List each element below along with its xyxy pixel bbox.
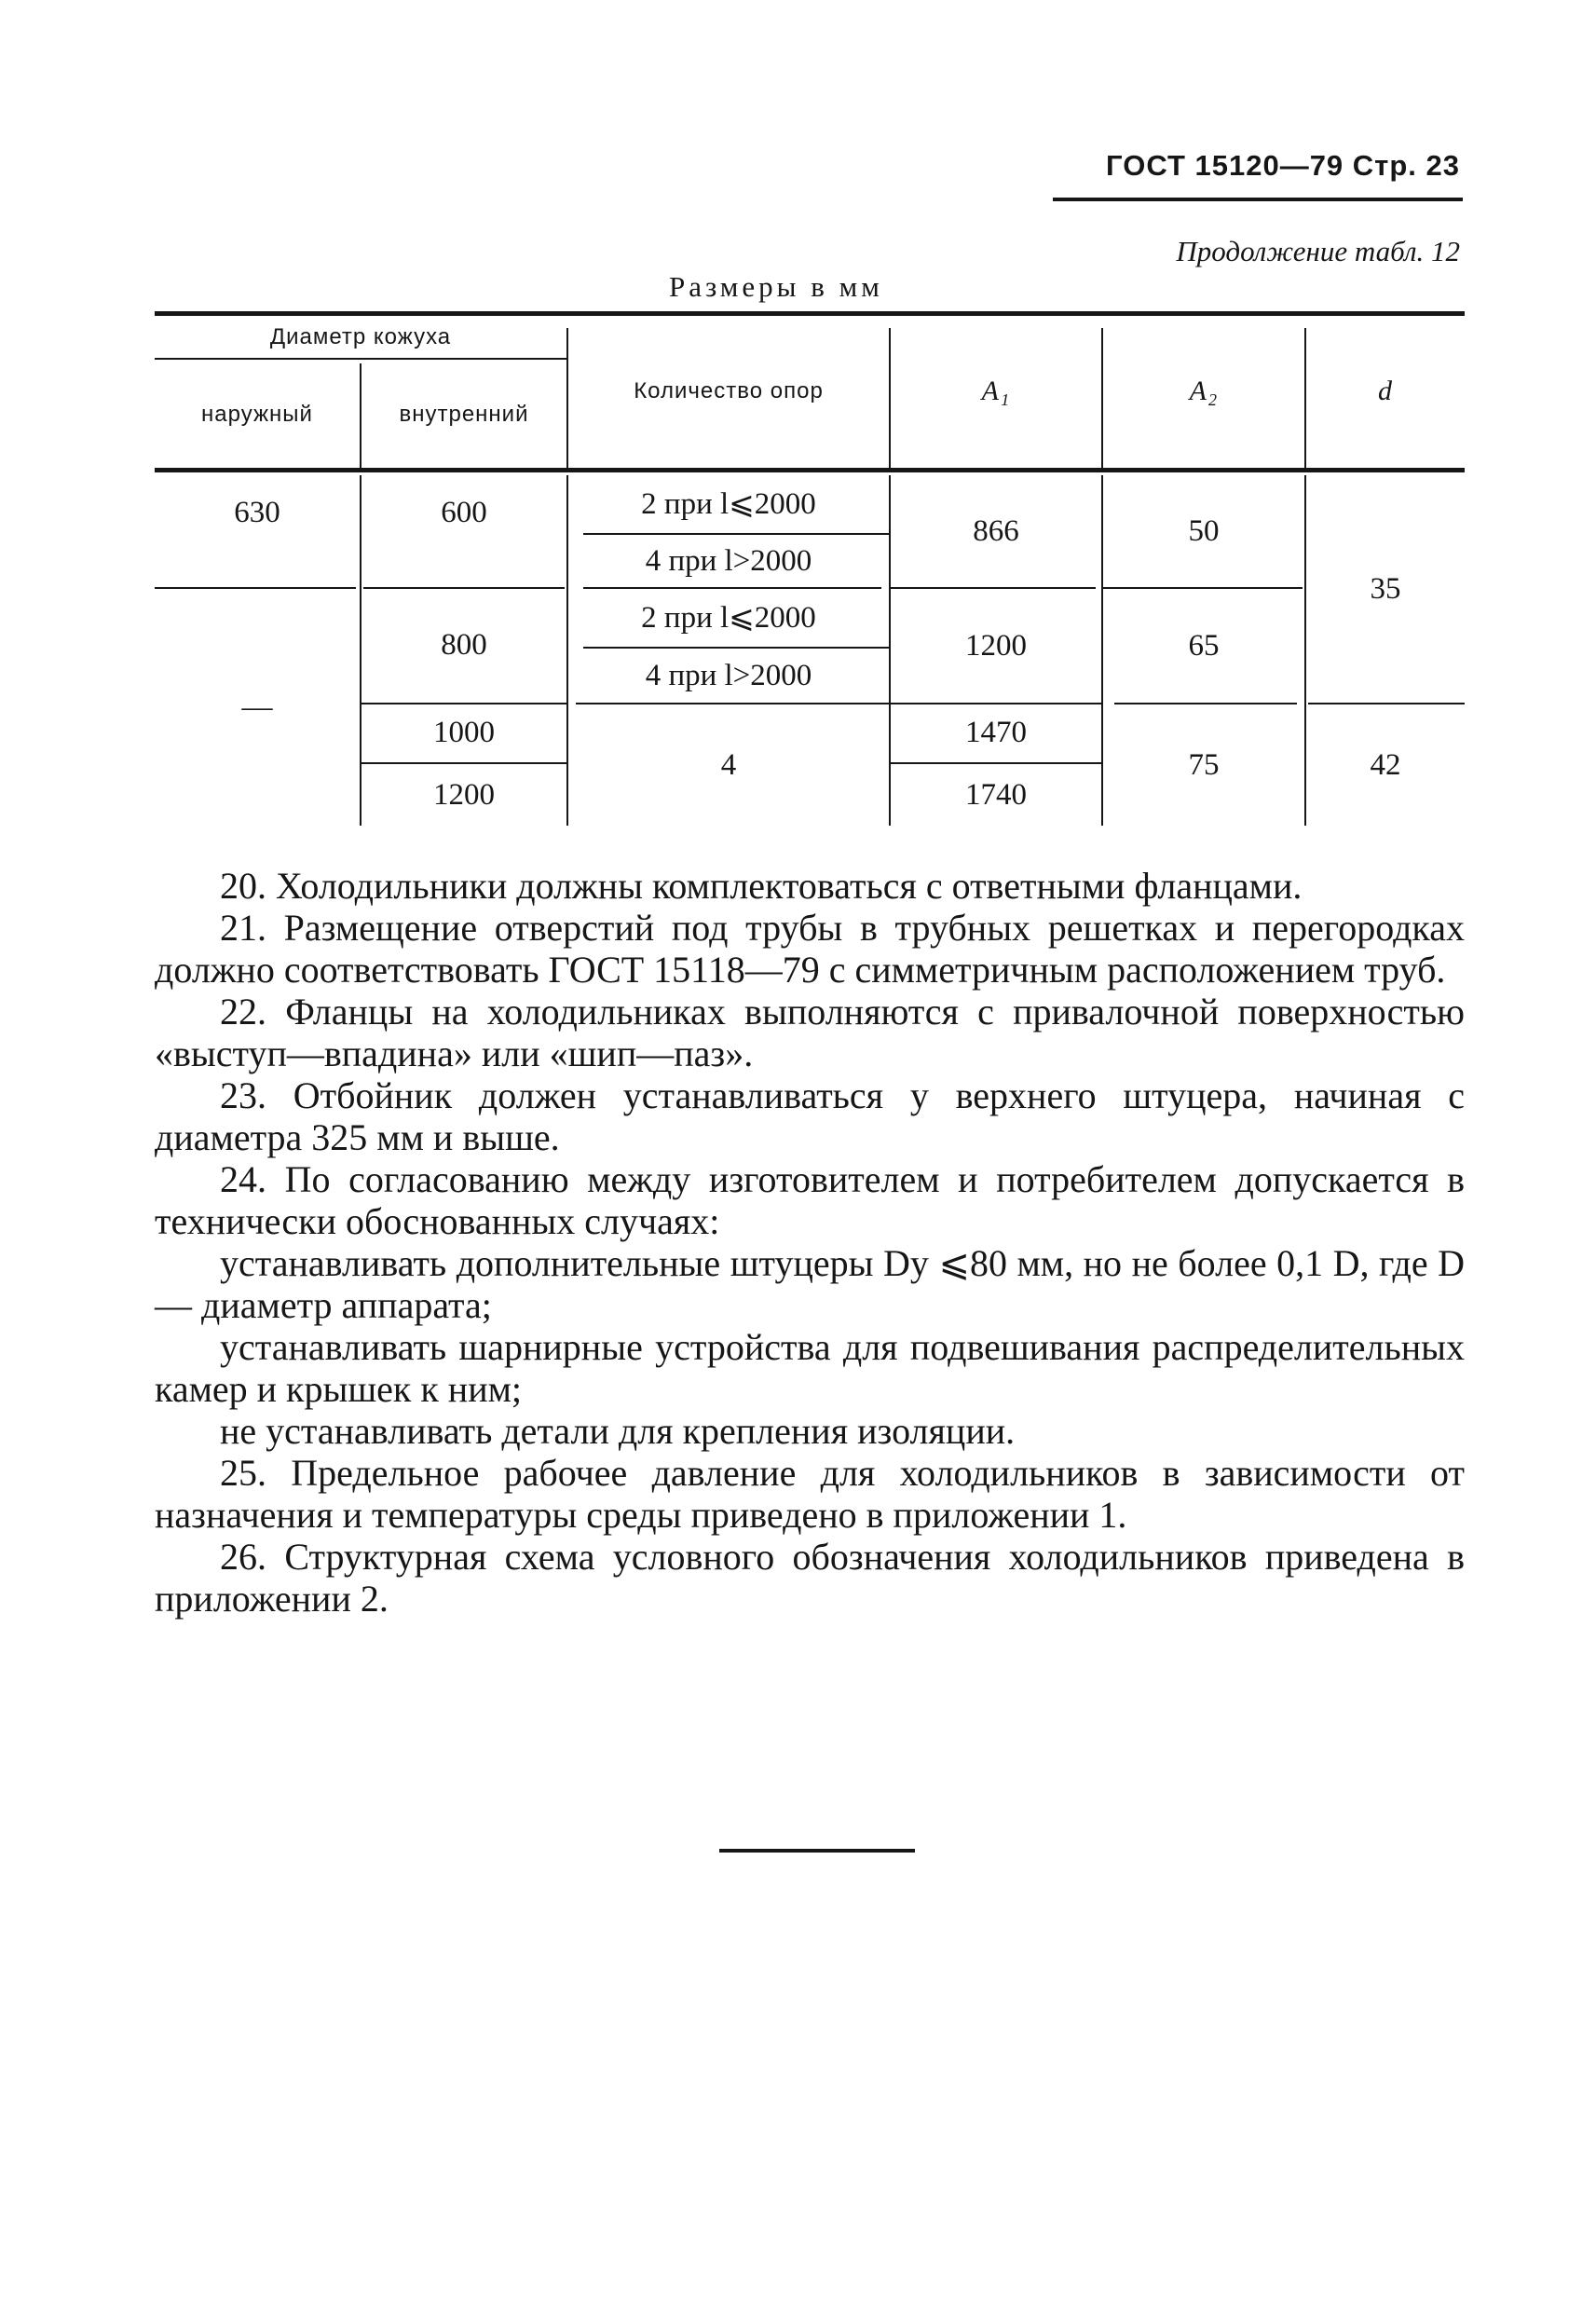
table-units-caption: Размеры в мм (669, 270, 883, 303)
cell-a2-75: 75 (1188, 747, 1220, 782)
dimensions-table (155, 311, 1465, 826)
cell-a1-1470: 1470 (965, 715, 1027, 749)
header-supports-count: Количество опор (634, 378, 824, 403)
cell-a1-1200: 1200 (965, 628, 1027, 663)
cell-supports: 2 при l⩽2000 (641, 487, 816, 521)
end-rule (719, 1849, 915, 1853)
paragraph-24-item: устанавливать шарнирные устройства для подвешивания распределительных камер и крышек к ним; (155, 1326, 1465, 1410)
table-top-rule (155, 311, 1465, 316)
cell-supports: 2 при l⩽2000 (641, 601, 816, 635)
cell-inner-800: 800 (441, 627, 487, 662)
cell-d-42: 42 (1370, 747, 1401, 782)
paragraph-24-item: устанавливать дополнительные штуцеры Dу ⩽80 мм, но не более 0,1 D, где D — диаметр аппарата; (155, 1242, 1465, 1326)
header-a1: A₁ (981, 376, 1011, 406)
cell-inner-600: 600 (441, 495, 487, 529)
paragraph-26: 26. Структурная схема условного обозначения холодильников приведена в приложении 2. (155, 1536, 1465, 1620)
header-inner-diameter: внутренний (399, 402, 529, 427)
cell-a2-50: 50 (1188, 513, 1220, 548)
cell-inner-1000: 1000 (433, 715, 495, 749)
paragraph-24: 24. По согласованию между изготовителем и потребителем допускается в технически обоснованных случаях: (155, 1158, 1465, 1242)
paragraph-24-item: не устанавливать детали для крепления изоляции. (220, 1410, 1016, 1452)
paragraph-22: 22. Фланцы на холодильниках выполняются с привалочной поверхностью «выступ—впадина» или «шип—паз». (155, 991, 1465, 1074)
header-d: d (1378, 376, 1393, 406)
cell-a2-65: 65 (1188, 628, 1220, 663)
header-shell-diameter: Диаметр кожуха (269, 324, 452, 349)
cell-supports: 4 при l>2000 (645, 658, 812, 692)
header-a2: A₂ (1189, 376, 1219, 406)
paragraph-25: 25. Предельное рабочее давление для холодильников в зависимости от назначения и температуры среды приведено в приложении 1. (155, 1452, 1465, 1536)
cell-supports: 4 (720, 747, 737, 782)
cell-a1-1740: 1740 (965, 777, 1027, 812)
table-continuation-caption: Продолжение табл. 12 (1176, 235, 1460, 267)
cell-outer-630: 630 (234, 495, 280, 529)
body-text (155, 865, 1465, 1620)
cell-outer-dash: — (241, 690, 273, 724)
cell-d-35: 35 (1370, 571, 1401, 606)
paragraph-20: 20. Холодильники должны комплектоваться с ответными фланцами. (220, 865, 1303, 907)
paragraph-21: 21. Размещение отверстий под трубы в трубных решетках и перегородках должно соответствовать ГОСТ 15118—79 с симметричным расположением труб. (155, 907, 1465, 991)
header-rule (1053, 198, 1463, 201)
header-outer-diameter: наружный (201, 402, 313, 427)
table-header-group-rule (155, 358, 566, 360)
cell-supports: 4 при l>2000 (645, 543, 812, 578)
cell-inner-1200: 1200 (433, 777, 495, 812)
paragraph-23: 23. Отбойник должен устанавливаться у верхнего штуцера, начиная с диаметра 325 мм и выше. (155, 1074, 1465, 1158)
table-header-bottom-rule (155, 468, 1465, 472)
page-header-title: ГОСТ 15120—79 Стр. 23 (1106, 149, 1460, 182)
cell-a1-866: 866 (973, 513, 1019, 548)
